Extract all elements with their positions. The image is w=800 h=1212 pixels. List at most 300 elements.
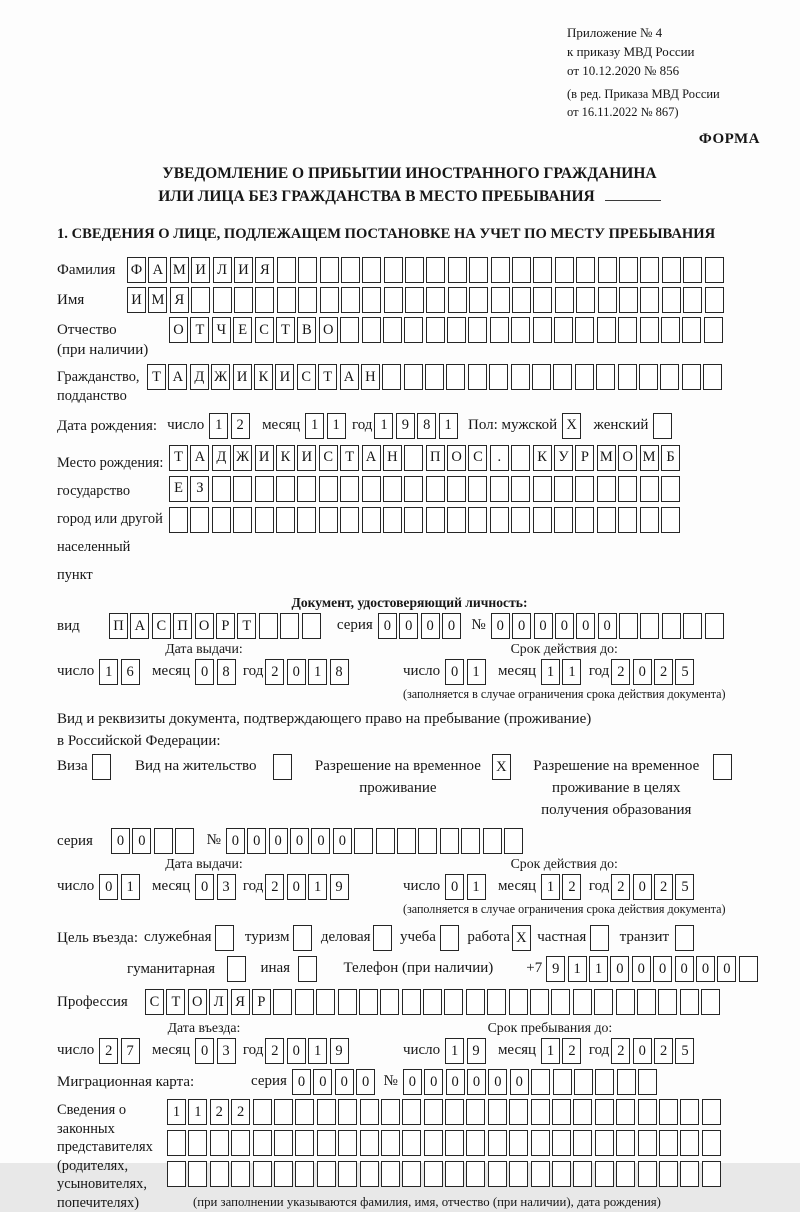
char-cell[interactable]: [295, 989, 314, 1015]
char-cell[interactable]: [638, 1130, 657, 1156]
char-cell[interactable]: [381, 1130, 400, 1156]
char-cell[interactable]: [619, 287, 638, 313]
char-cell[interactable]: [340, 507, 359, 533]
char-cell[interactable]: [680, 1130, 699, 1156]
char-cell[interactable]: [640, 476, 659, 502]
char-cell[interactable]: [317, 1130, 336, 1156]
char-cell[interactable]: О: [447, 445, 466, 471]
char-cell[interactable]: [259, 613, 278, 639]
char-cell[interactable]: 1: [188, 1099, 207, 1125]
char-cell[interactable]: [425, 364, 444, 390]
char-cell[interactable]: [618, 317, 637, 343]
char-cell[interactable]: 2: [99, 1038, 118, 1064]
char-cell[interactable]: 1: [541, 1038, 560, 1064]
char-cell[interactable]: [658, 989, 677, 1015]
char-cell[interactable]: [274, 1130, 293, 1156]
char-cell[interactable]: [653, 413, 672, 439]
char-cell[interactable]: [662, 287, 681, 313]
char-cell[interactable]: [440, 828, 459, 854]
char-cell[interactable]: [511, 507, 530, 533]
char-cell[interactable]: И: [191, 257, 210, 283]
char-cell[interactable]: 0: [467, 1069, 486, 1095]
char-cell[interactable]: 0: [717, 956, 736, 982]
char-cell[interactable]: 0: [269, 828, 288, 854]
char-cell[interactable]: 0: [488, 1069, 507, 1095]
char-cell[interactable]: [638, 1161, 657, 1187]
char-cell[interactable]: О: [618, 445, 637, 471]
char-cell[interactable]: А: [148, 257, 167, 283]
char-cell[interactable]: [683, 257, 702, 283]
char-cell[interactable]: Т: [340, 445, 359, 471]
char-cell[interactable]: И: [233, 364, 252, 390]
char-cell[interactable]: [468, 317, 487, 343]
char-cell[interactable]: 2: [654, 874, 673, 900]
char-cell[interactable]: [444, 989, 463, 1015]
char-cell[interactable]: П: [426, 445, 445, 471]
char-cell[interactable]: [319, 476, 338, 502]
char-cell[interactable]: 1: [568, 956, 587, 982]
char-cell[interactable]: [447, 476, 466, 502]
char-cell[interactable]: [640, 507, 659, 533]
char-cell[interactable]: [705, 287, 724, 313]
char-cell[interactable]: [490, 317, 509, 343]
char-cell[interactable]: Т: [190, 317, 209, 343]
char-cell[interactable]: [531, 1099, 550, 1125]
char-cell[interactable]: Б: [661, 445, 680, 471]
char-cell[interactable]: [575, 364, 594, 390]
char-cell[interactable]: С: [145, 989, 164, 1015]
char-cell[interactable]: [466, 1161, 485, 1187]
char-cell[interactable]: [402, 1099, 421, 1125]
char-cell[interactable]: Д: [190, 364, 209, 390]
char-cell[interactable]: 2: [265, 874, 284, 900]
char-cell[interactable]: [488, 1161, 507, 1187]
char-cell[interactable]: [92, 754, 111, 780]
char-cell[interactable]: [424, 1130, 443, 1156]
char-cell[interactable]: [533, 476, 552, 502]
char-cell[interactable]: Ф: [127, 257, 146, 283]
char-cell[interactable]: 0: [111, 828, 130, 854]
char-cell[interactable]: [680, 989, 699, 1015]
char-cell[interactable]: [637, 989, 656, 1015]
char-cell[interactable]: 0: [696, 956, 715, 982]
char-cell[interactable]: [488, 1130, 507, 1156]
char-cell[interactable]: [618, 476, 637, 502]
char-cell[interactable]: [554, 317, 573, 343]
char-cell[interactable]: [616, 1161, 635, 1187]
char-cell[interactable]: Л: [209, 989, 228, 1015]
char-cell[interactable]: [491, 257, 510, 283]
char-cell[interactable]: [295, 1161, 314, 1187]
char-cell[interactable]: 0: [132, 828, 151, 854]
char-cell[interactable]: [362, 287, 381, 313]
char-cell[interactable]: Т: [169, 445, 188, 471]
char-cell[interactable]: [210, 1130, 229, 1156]
char-cell[interactable]: [618, 507, 637, 533]
char-cell[interactable]: 2: [265, 1038, 284, 1064]
char-cell[interactable]: 0: [424, 1069, 443, 1095]
char-cell[interactable]: Е: [233, 317, 252, 343]
char-cell[interactable]: [381, 1161, 400, 1187]
char-cell[interactable]: [468, 507, 487, 533]
char-cell[interactable]: 1: [121, 874, 140, 900]
char-cell[interactable]: Л: [213, 257, 232, 283]
char-cell[interactable]: 0: [576, 613, 595, 639]
char-cell[interactable]: С: [297, 364, 316, 390]
char-cell[interactable]: [212, 507, 231, 533]
char-cell[interactable]: [702, 1099, 721, 1125]
char-cell[interactable]: Д: [212, 445, 231, 471]
char-cell[interactable]: [595, 1161, 614, 1187]
char-cell[interactable]: [662, 613, 681, 639]
char-cell[interactable]: 2: [654, 659, 673, 685]
char-cell[interactable]: [490, 507, 509, 533]
char-cell[interactable]: [575, 476, 594, 502]
char-cell[interactable]: [341, 287, 360, 313]
char-cell[interactable]: [253, 1099, 272, 1125]
char-cell[interactable]: А: [340, 364, 359, 390]
char-cell[interactable]: [341, 257, 360, 283]
char-cell[interactable]: 1: [308, 874, 327, 900]
char-cell[interactable]: 2: [210, 1099, 229, 1125]
char-cell[interactable]: 1: [439, 413, 458, 439]
char-cell[interactable]: [404, 317, 423, 343]
char-cell[interactable]: [576, 257, 595, 283]
char-cell[interactable]: [509, 1161, 528, 1187]
char-cell[interactable]: [338, 1161, 357, 1187]
char-cell[interactable]: [213, 287, 232, 313]
char-cell[interactable]: Ж: [211, 364, 230, 390]
char-cell[interactable]: [552, 1099, 571, 1125]
char-cell[interactable]: А: [190, 445, 209, 471]
char-cell[interactable]: [530, 989, 549, 1015]
char-cell[interactable]: [447, 317, 466, 343]
char-cell[interactable]: 0: [287, 874, 306, 900]
char-cell[interactable]: [295, 1130, 314, 1156]
char-cell[interactable]: [319, 507, 338, 533]
char-cell[interactable]: 0: [446, 1069, 465, 1095]
char-cell[interactable]: 1: [308, 659, 327, 685]
char-cell[interactable]: [273, 754, 292, 780]
char-cell[interactable]: [511, 317, 530, 343]
char-cell[interactable]: [509, 1130, 528, 1156]
char-cell[interactable]: [154, 828, 173, 854]
char-cell[interactable]: Н: [383, 445, 402, 471]
char-cell[interactable]: [445, 1161, 464, 1187]
char-cell[interactable]: 2: [611, 874, 630, 900]
char-cell[interactable]: 2: [231, 413, 250, 439]
char-cell[interactable]: 1: [308, 1038, 327, 1064]
char-cell[interactable]: 0: [403, 1069, 422, 1095]
char-cell[interactable]: П: [173, 613, 192, 639]
char-cell[interactable]: [575, 507, 594, 533]
char-cell[interactable]: 9: [330, 874, 349, 900]
char-cell[interactable]: [210, 1161, 229, 1187]
char-cell[interactable]: А: [168, 364, 187, 390]
char-cell[interactable]: Я: [170, 287, 189, 313]
char-cell[interactable]: [552, 1161, 571, 1187]
char-cell[interactable]: [598, 257, 617, 283]
char-cell[interactable]: 0: [598, 613, 617, 639]
char-cell[interactable]: 0: [333, 828, 352, 854]
char-cell[interactable]: [276, 507, 295, 533]
char-cell[interactable]: [675, 925, 694, 951]
char-cell[interactable]: А: [362, 445, 381, 471]
char-cell[interactable]: [253, 1161, 272, 1187]
char-cell[interactable]: [553, 1069, 572, 1095]
char-cell[interactable]: К: [276, 445, 295, 471]
char-cell[interactable]: [298, 287, 317, 313]
char-cell[interactable]: [509, 1099, 528, 1125]
char-cell[interactable]: М: [170, 257, 189, 283]
char-cell[interactable]: [167, 1130, 186, 1156]
char-cell[interactable]: [532, 364, 551, 390]
char-cell[interactable]: 2: [562, 1038, 581, 1064]
char-cell[interactable]: 0: [311, 828, 330, 854]
char-cell[interactable]: [619, 613, 638, 639]
char-cell[interactable]: 0: [292, 1069, 311, 1095]
char-cell[interactable]: [424, 1161, 443, 1187]
char-cell[interactable]: 8: [330, 659, 349, 685]
char-cell[interactable]: [595, 1130, 614, 1156]
char-cell[interactable]: [360, 1161, 379, 1187]
char-cell[interactable]: 5: [675, 874, 694, 900]
char-cell[interactable]: [595, 1069, 614, 1095]
char-cell[interactable]: [440, 925, 459, 951]
char-cell[interactable]: 0: [226, 828, 245, 854]
char-cell[interactable]: 8: [417, 413, 436, 439]
char-cell[interactable]: [338, 1099, 357, 1125]
char-cell[interactable]: [531, 1069, 550, 1095]
char-cell[interactable]: [483, 828, 502, 854]
char-cell[interactable]: [512, 287, 531, 313]
char-cell[interactable]: [405, 257, 424, 283]
char-cell[interactable]: [659, 1099, 678, 1125]
char-cell[interactable]: [533, 317, 552, 343]
char-cell[interactable]: О: [188, 989, 207, 1015]
char-cell[interactable]: [575, 317, 594, 343]
char-cell[interactable]: [704, 317, 723, 343]
char-cell[interactable]: 0: [555, 613, 574, 639]
char-cell[interactable]: Р: [252, 989, 271, 1015]
char-cell[interactable]: [418, 828, 437, 854]
char-cell[interactable]: [461, 828, 480, 854]
char-cell[interactable]: 0: [633, 874, 652, 900]
char-cell[interactable]: Я: [255, 257, 274, 283]
char-cell[interactable]: И: [255, 445, 274, 471]
char-cell[interactable]: [683, 613, 702, 639]
char-cell[interactable]: [597, 476, 616, 502]
char-cell[interactable]: Т: [237, 613, 256, 639]
char-cell[interactable]: [360, 1130, 379, 1156]
char-cell[interactable]: 2: [611, 659, 630, 685]
char-cell[interactable]: [297, 476, 316, 502]
char-cell[interactable]: [175, 828, 194, 854]
char-cell[interactable]: 1: [209, 413, 228, 439]
char-cell[interactable]: [302, 613, 321, 639]
char-cell[interactable]: 0: [313, 1069, 332, 1095]
char-cell[interactable]: [447, 507, 466, 533]
char-cell[interactable]: [426, 317, 445, 343]
char-cell[interactable]: 5: [675, 659, 694, 685]
char-cell[interactable]: 1: [589, 956, 608, 982]
char-cell[interactable]: 1: [541, 874, 560, 900]
char-cell[interactable]: 0: [399, 613, 418, 639]
char-cell[interactable]: [703, 364, 722, 390]
char-cell[interactable]: 9: [467, 1038, 486, 1064]
char-cell[interactable]: X: [492, 754, 511, 780]
char-cell[interactable]: [552, 1130, 571, 1156]
char-cell[interactable]: [683, 287, 702, 313]
char-cell[interactable]: 0: [290, 828, 309, 854]
char-cell[interactable]: [680, 1099, 699, 1125]
char-cell[interactable]: [382, 364, 401, 390]
char-cell[interactable]: 0: [610, 956, 629, 982]
char-cell[interactable]: [362, 507, 381, 533]
char-cell[interactable]: [317, 1161, 336, 1187]
char-cell[interactable]: [404, 364, 423, 390]
char-cell[interactable]: [446, 364, 465, 390]
char-cell[interactable]: [215, 925, 234, 951]
char-cell[interactable]: [553, 364, 572, 390]
char-cell[interactable]: [469, 287, 488, 313]
char-cell[interactable]: [404, 445, 423, 471]
char-cell[interactable]: [383, 507, 402, 533]
char-cell[interactable]: [640, 257, 659, 283]
char-cell[interactable]: [277, 287, 296, 313]
char-cell[interactable]: 7: [121, 1038, 140, 1064]
char-cell[interactable]: [616, 1130, 635, 1156]
char-cell[interactable]: 0: [442, 613, 461, 639]
char-cell[interactable]: [359, 989, 378, 1015]
char-cell[interactable]: [445, 1130, 464, 1156]
char-cell[interactable]: М: [148, 287, 167, 313]
char-cell[interactable]: С: [255, 317, 274, 343]
char-cell[interactable]: [448, 287, 467, 313]
char-cell[interactable]: [383, 317, 402, 343]
char-cell[interactable]: 9: [546, 956, 565, 982]
char-cell[interactable]: [490, 476, 509, 502]
char-cell[interactable]: [253, 1130, 272, 1156]
char-cell[interactable]: [555, 257, 574, 283]
char-cell[interactable]: [274, 1161, 293, 1187]
char-cell[interactable]: [597, 507, 616, 533]
char-cell[interactable]: [188, 1161, 207, 1187]
char-cell[interactable]: 1: [374, 413, 393, 439]
char-cell[interactable]: [555, 287, 574, 313]
char-cell[interactable]: 0: [675, 956, 694, 982]
char-cell[interactable]: [277, 257, 296, 283]
char-cell[interactable]: [739, 956, 758, 982]
char-cell[interactable]: [598, 287, 617, 313]
char-cell[interactable]: С: [319, 445, 338, 471]
char-cell[interactable]: К: [533, 445, 552, 471]
char-cell[interactable]: [317, 1099, 336, 1125]
char-cell[interactable]: И: [234, 257, 253, 283]
char-cell[interactable]: 0: [335, 1069, 354, 1095]
char-cell[interactable]: [190, 507, 209, 533]
char-cell[interactable]: 0: [445, 659, 464, 685]
char-cell[interactable]: Т: [276, 317, 295, 343]
char-cell[interactable]: 9: [330, 1038, 349, 1064]
char-cell[interactable]: X: [512, 925, 531, 951]
char-cell[interactable]: [640, 317, 659, 343]
char-cell[interactable]: [590, 925, 609, 951]
char-cell[interactable]: 1: [445, 1038, 464, 1064]
char-cell[interactable]: Р: [575, 445, 594, 471]
char-cell[interactable]: [320, 257, 339, 283]
char-cell[interactable]: 0: [287, 1038, 306, 1064]
char-cell[interactable]: [404, 507, 423, 533]
char-cell[interactable]: [169, 507, 188, 533]
char-cell[interactable]: [640, 287, 659, 313]
char-cell[interactable]: М: [597, 445, 616, 471]
char-cell[interactable]: [466, 1130, 485, 1156]
char-cell[interactable]: Н: [361, 364, 380, 390]
char-cell[interactable]: [316, 989, 335, 1015]
char-cell[interactable]: [354, 828, 373, 854]
char-cell[interactable]: 1: [167, 1099, 186, 1125]
char-cell[interactable]: [702, 1161, 721, 1187]
char-cell[interactable]: [384, 287, 403, 313]
char-cell[interactable]: 0: [378, 613, 397, 639]
char-cell[interactable]: [468, 364, 487, 390]
char-cell[interactable]: [640, 613, 659, 639]
char-cell[interactable]: 1: [562, 659, 581, 685]
char-cell[interactable]: 2: [265, 659, 284, 685]
char-cell[interactable]: 0: [247, 828, 266, 854]
char-cell[interactable]: [340, 317, 359, 343]
char-cell[interactable]: [384, 257, 403, 283]
char-cell[interactable]: 2: [231, 1099, 250, 1125]
char-cell[interactable]: [659, 1161, 678, 1187]
char-cell[interactable]: 2: [611, 1038, 630, 1064]
char-cell[interactable]: [509, 989, 528, 1015]
char-cell[interactable]: [705, 257, 724, 283]
char-cell[interactable]: Е: [169, 476, 188, 502]
char-cell[interactable]: [619, 257, 638, 283]
char-cell[interactable]: [616, 989, 635, 1015]
char-cell[interactable]: Ж: [233, 445, 252, 471]
char-cell[interactable]: [404, 476, 423, 502]
char-cell[interactable]: [426, 476, 445, 502]
char-cell[interactable]: [293, 925, 312, 951]
char-cell[interactable]: 2: [654, 1038, 673, 1064]
char-cell[interactable]: 2: [562, 874, 581, 900]
char-cell[interactable]: [488, 1099, 507, 1125]
char-cell[interactable]: [338, 1130, 357, 1156]
char-cell[interactable]: [402, 1130, 421, 1156]
char-cell[interactable]: 6: [121, 659, 140, 685]
char-cell[interactable]: [381, 1099, 400, 1125]
char-cell[interactable]: [231, 1130, 250, 1156]
char-cell[interactable]: [255, 507, 274, 533]
char-cell[interactable]: [638, 1099, 657, 1125]
char-cell[interactable]: [362, 317, 381, 343]
char-cell[interactable]: [574, 1069, 593, 1095]
char-cell[interactable]: [320, 287, 339, 313]
char-cell[interactable]: 1: [541, 659, 560, 685]
char-cell[interactable]: [233, 476, 252, 502]
char-cell[interactable]: [554, 507, 573, 533]
char-cell[interactable]: Я: [231, 989, 250, 1015]
char-cell[interactable]: [188, 1130, 207, 1156]
char-cell[interactable]: 5: [675, 1038, 694, 1064]
char-cell[interactable]: [576, 287, 595, 313]
char-cell[interactable]: [595, 1099, 614, 1125]
char-cell[interactable]: [280, 613, 299, 639]
char-cell[interactable]: [338, 989, 357, 1015]
